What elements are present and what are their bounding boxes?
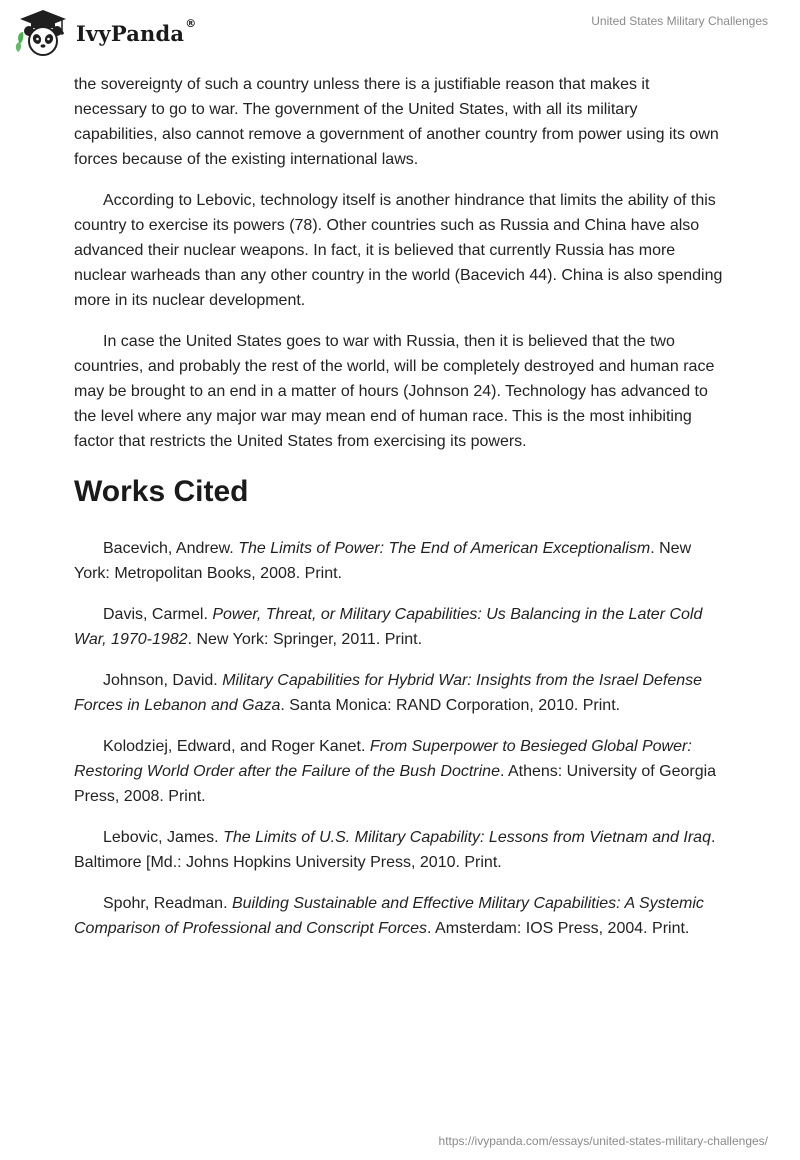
citation-entry: Lebovic, James. The Limits of U.S. Military Capability: Lessons from Vietnam and Iraq. Baltimore [Md.: Johns Hopkins University Press, 2010. Print.: [74, 829, 716, 871]
body-paragraph: In case the United States goes to war with Russia, then it is believed that the two countries, and probably the rest of the world, will be completely destroyed and human race may be brought to an end in a matter of hours (Johnson 24). Technology has advanced to the level where any major war may mean end of human race. This is the most inhibiting factor that restricts the United States from exercising its powers.: [74, 333, 715, 450]
brand-logo[interactable]: [14, 8, 196, 58]
body-paragraph: the sovereignty of such a country unless there is a justifiable reason that makes it necessary to go to war. The government of the United States, with all its military capabilities, also cannot remove a government of another country from power using its own forces because of the existing international laws.: [74, 76, 719, 168]
citation-entry: Johnson, David. Military Capabilities for Hybrid War: Insights from the Israel Defense Forces in Lebanon and Gaza. Santa Monica: RAND Corporation, 2010. Print.: [74, 672, 703, 714]
panda-graduation-cap-icon: [14, 8, 72, 58]
document-title: United States Military Challenges: [591, 14, 768, 28]
citation-entry: Bacevich, Andrew. The Limits of Power: The End of American Exceptionalism. New York: Metropolitan Books, 2008. Print.: [74, 540, 692, 582]
page-header: [0, 0, 800, 64]
citation-entry: Kolodziej, Edward, and Roger Kanet. From Superpower to Besieged Global Power: Restoring World Order after the Failure of the Bush Doctrine. Athens: University of Georgia Press, 2008. Print.: [74, 738, 717, 805]
essay-content: [74, 72, 724, 957]
works-cited-heading: Works Cited: [74, 475, 249, 508]
source-url-link[interactable]: https://ivypanda.com/essays/united-states-military-challenges/: [438, 1134, 768, 1148]
citation-entry: Spohr, Readman. Building Sustainable and Effective Military Capabilities: A Systemic Comparison of Professional and Conscript Forces. Amsterdam: IOS Press, 2004. Print.: [74, 895, 704, 937]
brand-name: IvyPanda®: [76, 16, 197, 46]
citation-entry: Davis, Carmel. Power, Threat, or Military Capabilities: Us Balancing in the Later Cold War, 1970-1982. New York: Springer, 2011. Print.: [74, 606, 703, 648]
body-paragraph: According to Lebovic, technology itself is another hindrance that limits the ability of this country to exercise its powers (78). Other countries such as Russia and China have also advanced their nuclear weapons. In fact, it is believed that currently Russia has more nuclear warheads than any other country in the world (Bacevich 44). China is also spending more in its nuclear development.: [74, 192, 723, 309]
